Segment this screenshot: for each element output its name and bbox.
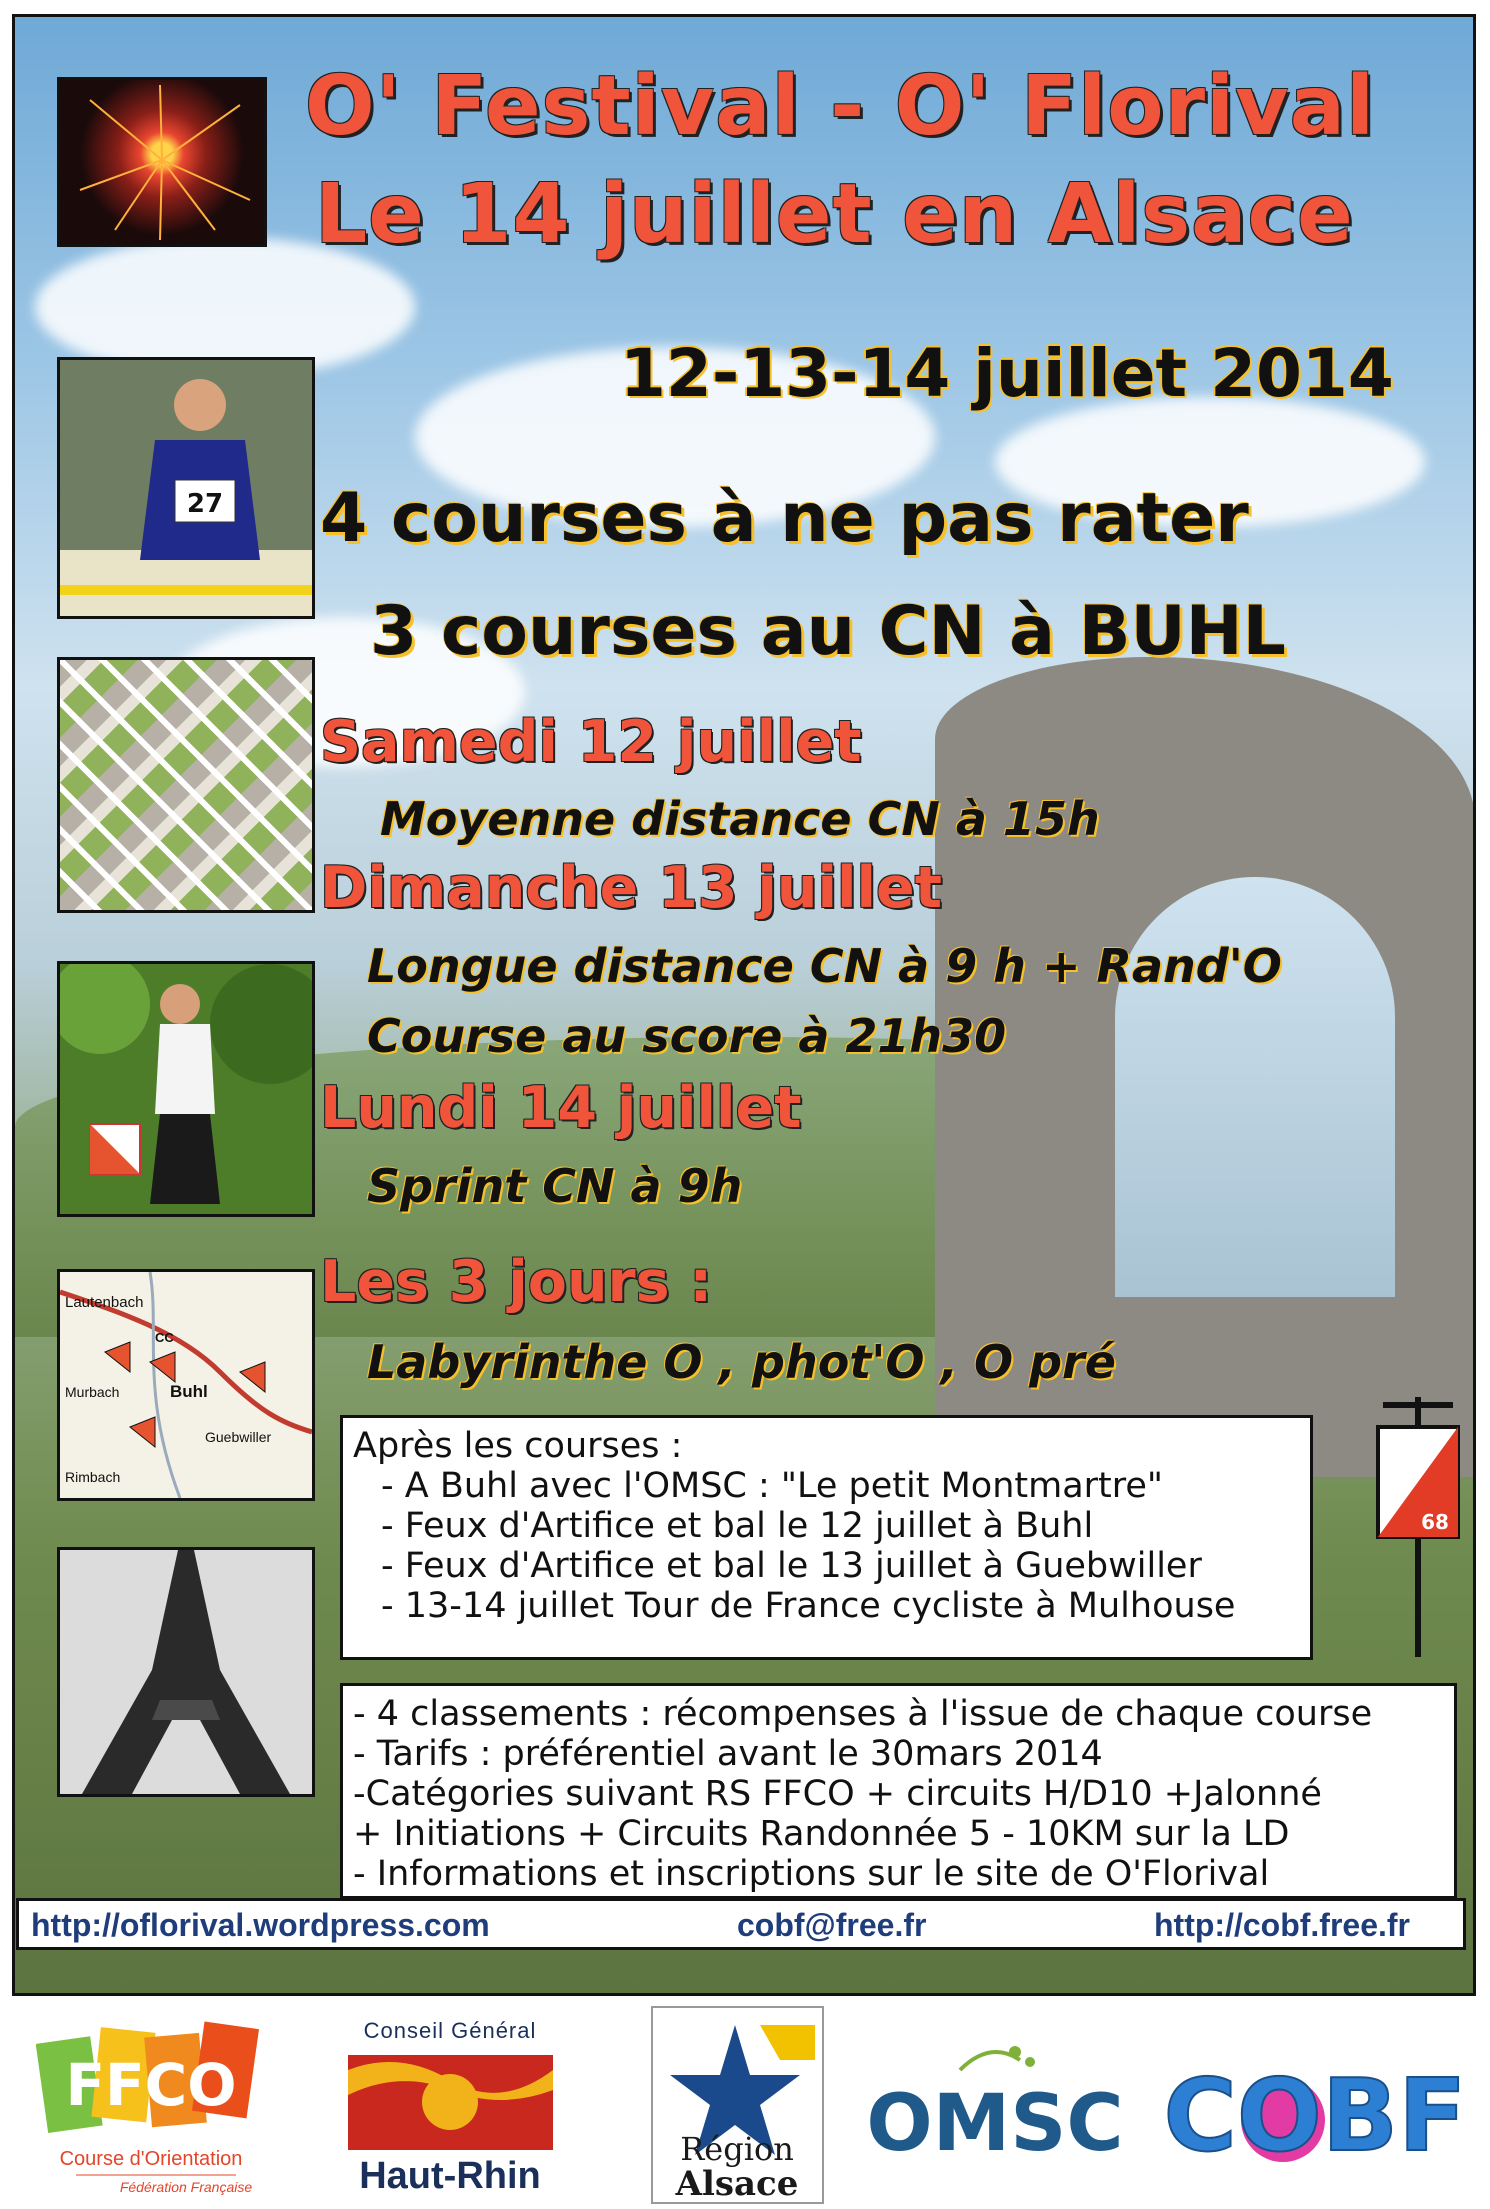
event-dates: 12-13-14 juillet 2014 — [620, 335, 1394, 412]
day-all-days: Les 3 jours : — [320, 1249, 713, 1315]
ffco-federation: Fédération Française — [119, 2179, 253, 2195]
region-line-2: Alsace — [675, 2164, 799, 2204]
map-town-rimbach: Rimbach — [65, 1469, 121, 1485]
title-line-1: O' Festival - O' Florival — [305, 59, 1376, 154]
runner-photo — [57, 357, 315, 619]
event-sunday-2: Course au score à 21h30 — [367, 1009, 1007, 1063]
info-line: - 4 classements : récompenses à l'issue de chaque course — [353, 1694, 1373, 1734]
map-cc-label: CC — [155, 1330, 174, 1345]
after-races-heading: Après les courses : — [353, 1426, 683, 1466]
event-monday-1: Sprint CN à 9h — [367, 1159, 743, 1213]
after-races-item: - A Buhl avec l'OMSC : "Le petit Montmartre" — [381, 1466, 1164, 1506]
omsc-logo — [860, 2030, 1130, 2180]
event-sunday-1: Longue distance CN à 9 h + Rand'O — [367, 939, 1282, 993]
event-saturday-1: Moyenne distance CN à 15h — [380, 792, 1100, 846]
info-line: - Informations et inscriptions sur le site de O'Florival — [353, 1854, 1270, 1894]
after-races-item: - 13-14 juillet Tour de France cycliste à Mulhouse — [381, 1586, 1236, 1626]
cg-line-1: Conseil Général — [363, 2018, 537, 2043]
after-races-box — [340, 1415, 1313, 1660]
after-races-item: - Feux d'Artifice et bal le 12 juillet à Buhl — [381, 1506, 1094, 1546]
headline-line-2: 3 courses au CN à BUHL — [370, 592, 1287, 671]
cobf-text: COBF — [1165, 2057, 1465, 2174]
fireworks-photo — [57, 77, 267, 247]
day-saturday: Samedi 12 juillet — [320, 709, 862, 775]
info-line: + Initiations + Circuits Randonnée 5 - 10KM sur la LD — [353, 1814, 1290, 1854]
day-monday: Lundi 14 juillet — [320, 1075, 802, 1141]
headline-line-1: 4 courses à ne pas rater — [320, 479, 1249, 558]
cg-line-2: Haut-Rhin — [359, 2155, 541, 2197]
info-line: -Catégories suivant RS FFCO + circuits H/D10 +Jalonné — [353, 1774, 1322, 1814]
map-town-buhl: Buhl — [170, 1382, 208, 1401]
flag-number: 68 — [1421, 1510, 1449, 1534]
info-line: - Tarifs : préférentiel avant le 30mars 2014 — [353, 1734, 1103, 1774]
ffco-letters: FFCO — [65, 2051, 237, 2119]
region-line-1: Région — [680, 2130, 794, 2168]
website-link-oflorival[interactable]: http://oflorival.wordpress.com — [31, 1907, 490, 1943]
day-sunday: Dimanche 13 juillet — [320, 855, 942, 921]
general-info-box — [340, 1683, 1457, 1899]
website-link-cobf[interactable]: http://cobf.free.fr — [1154, 1907, 1410, 1943]
map-town-guebwiller: Guebwiller — [205, 1429, 272, 1445]
omsc-text: OMSC — [866, 2079, 1124, 2169]
poster — [12, 14, 1476, 1996]
after-races-item: - Feux d'Artifice et bal le 13 juillet à Guebwiller — [381, 1546, 1202, 1586]
orienteering-flag-icon — [1373, 1397, 1463, 1657]
forest-runner-photo — [57, 961, 315, 1217]
links-bar — [16, 1898, 1466, 1950]
orienteering-map-photo — [57, 657, 315, 913]
title-line-2: Le 14 juillet en Alsace — [315, 167, 1354, 262]
runner-bib-number: 27 — [186, 489, 224, 519]
map-town-lautenbach: Lautenbach — [65, 1294, 144, 1311]
ffco-subtitle: Course d'Orientation — [59, 2148, 243, 2170]
conseil-general-logo — [340, 2010, 560, 2200]
ffco-logo — [36, 2020, 266, 2200]
region-alsace-logo — [650, 2005, 825, 2205]
email-link[interactable]: cobf@free.fr — [737, 1907, 927, 1943]
map-town-murbach: Murbach — [65, 1384, 120, 1400]
event-all-days-1: Labyrinthe O , phot'O , O pré — [367, 1335, 1116, 1389]
location-map — [57, 1269, 315, 1501]
eiffel-tower-photo — [57, 1547, 315, 1797]
sponsor-logos — [0, 2000, 1490, 2209]
cobf-logo — [1165, 2025, 1465, 2185]
